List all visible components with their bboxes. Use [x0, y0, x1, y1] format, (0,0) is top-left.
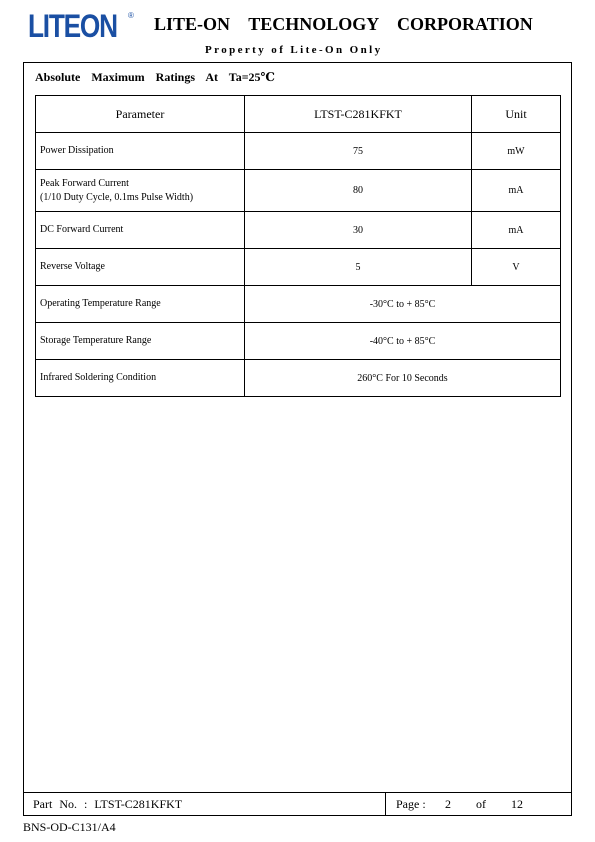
document-code: BNS-OD-C131/A4 [23, 820, 116, 834]
header-unit: Unit [472, 96, 561, 133]
table-row [36, 212, 561, 249]
table-row [36, 360, 561, 397]
row-unit: mA [472, 170, 561, 212]
page-footer [23, 792, 572, 816]
company-name: LITE-ON TECHNOLOGY CORPORATION [154, 14, 533, 34]
row-parameter: Storage Temperature Range [36, 323, 245, 360]
header-part: LTST-C281KFKT [245, 96, 472, 133]
row-unit: V [472, 249, 561, 286]
table-row [36, 286, 561, 323]
row-parameter: Infrared Soldering Condition [36, 360, 245, 397]
row-value: 30 [245, 212, 472, 249]
table-row [36, 249, 561, 286]
table-header-row [36, 96, 561, 133]
row-value: 75 [245, 133, 472, 170]
page-total: 12 [511, 797, 523, 811]
page-number: 2 [445, 797, 451, 811]
row-parameter: Operating Temperature Range [36, 286, 245, 323]
registered-mark: ® [128, 11, 134, 20]
row-value: 80 [245, 170, 472, 212]
footer-divider [385, 793, 386, 816]
header-parameter: Parameter [36, 96, 245, 133]
liteon-logo: LITEON [28, 8, 117, 44]
part-number: Part No. : LTST-C281KFKT [33, 797, 183, 811]
row-value: -40°C to + 85°C [245, 323, 561, 360]
row-unit: mA [472, 212, 561, 249]
row-unit: mW [472, 133, 561, 170]
row-parameter: Reverse Voltage [36, 249, 245, 286]
row-value: 260°C For 10 Seconds [245, 360, 561, 397]
page-of: of [476, 797, 486, 811]
row-parameter [36, 170, 245, 212]
section-title: Absolute Maximum Ratings At Ta=25℃ [35, 70, 275, 84]
table-row [36, 133, 561, 170]
row-parameter-line1: Peak Forward Current [40, 177, 129, 189]
table-row [36, 323, 561, 360]
row-parameter: Power Dissipation [36, 133, 245, 170]
row-parameter: DC Forward Current [36, 212, 245, 249]
property-notice: Property of Lite-On Only [205, 44, 383, 56]
ratings-table [35, 95, 561, 397]
row-value: 5 [245, 249, 472, 286]
table-row [36, 170, 561, 212]
row-value: -30°C to + 85°C [245, 286, 561, 323]
page-label: Page : [396, 797, 426, 811]
row-parameter-line2: (1/10 Duty Cycle, 0.1ms Pulse Width) [40, 191, 194, 203]
